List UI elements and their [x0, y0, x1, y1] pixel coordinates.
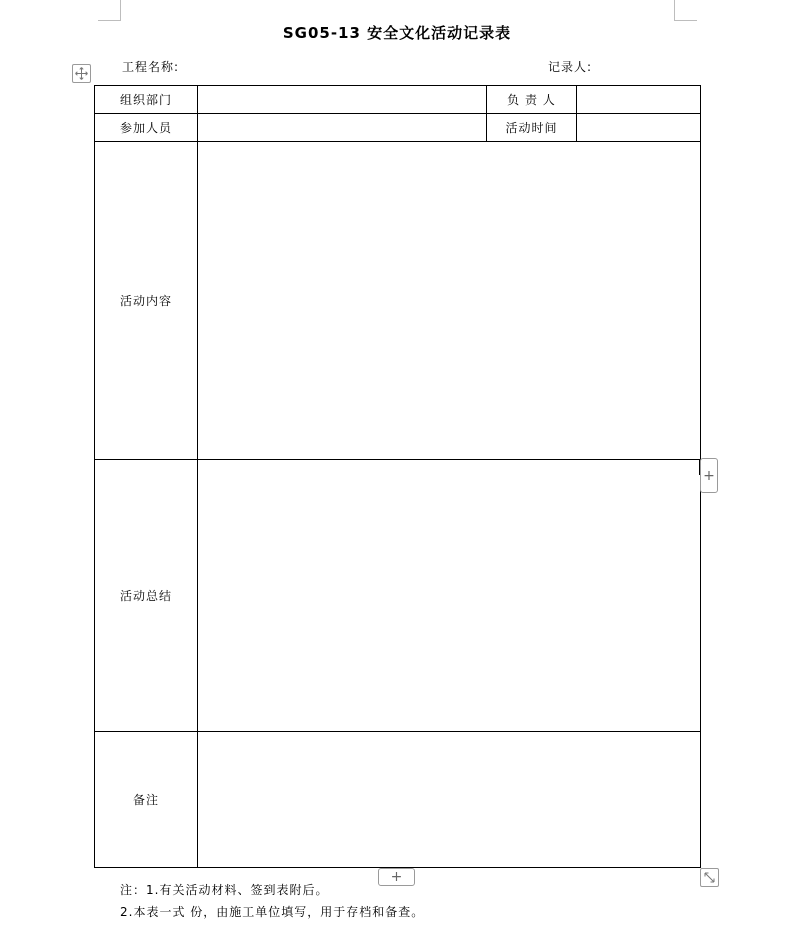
page-corner-mark-right: [674, 0, 697, 21]
add-row-button[interactable]: +: [378, 868, 415, 886]
activity-summary-cell[interactable]: [198, 460, 701, 732]
org-dept-label: 组织部门: [95, 86, 198, 114]
page-corner-mark-left: [98, 0, 121, 21]
participants-cell[interactable]: [198, 114, 487, 142]
activity-time-cell[interactable]: [577, 114, 701, 142]
person-in-charge-cell[interactable]: [577, 86, 701, 114]
project-name-label: 工程名称:: [122, 60, 180, 74]
record-table: [94, 85, 701, 868]
table-move-handle[interactable]: [72, 64, 91, 83]
table-resize-handle[interactable]: [700, 868, 719, 887]
table-row: [95, 86, 701, 114]
activity-time-label: 活动时间: [487, 114, 577, 142]
move-arrows-icon: [75, 67, 88, 80]
remarks-cell[interactable]: [198, 732, 701, 868]
table-row: [95, 142, 701, 460]
remarks-label: 备注: [95, 732, 198, 868]
add-column-button[interactable]: +: [700, 458, 718, 493]
note-line-2: 2.本表一式 份，由施工单位填写，用于存档和备查。: [120, 905, 425, 919]
activity-content-label: 活动内容: [95, 142, 198, 460]
note-line-1: 注：1.有关活动材料、签到表附后。: [120, 883, 329, 897]
person-in-charge-label: 负 责 人: [487, 86, 577, 114]
table-row: [95, 460, 701, 732]
org-dept-cell[interactable]: [198, 86, 487, 114]
table-row: [95, 114, 701, 142]
recorder-label: 记录人:: [548, 60, 593, 74]
activity-content-cell[interactable]: [198, 142, 701, 460]
resize-diagonal-icon: [704, 872, 715, 883]
activity-summary-label: 活动总结: [95, 460, 198, 732]
table-row: [95, 732, 701, 868]
participants-label: 参加人员: [95, 114, 198, 142]
page-title: SG05-13 安全文化活动记录表: [282, 24, 512, 42]
